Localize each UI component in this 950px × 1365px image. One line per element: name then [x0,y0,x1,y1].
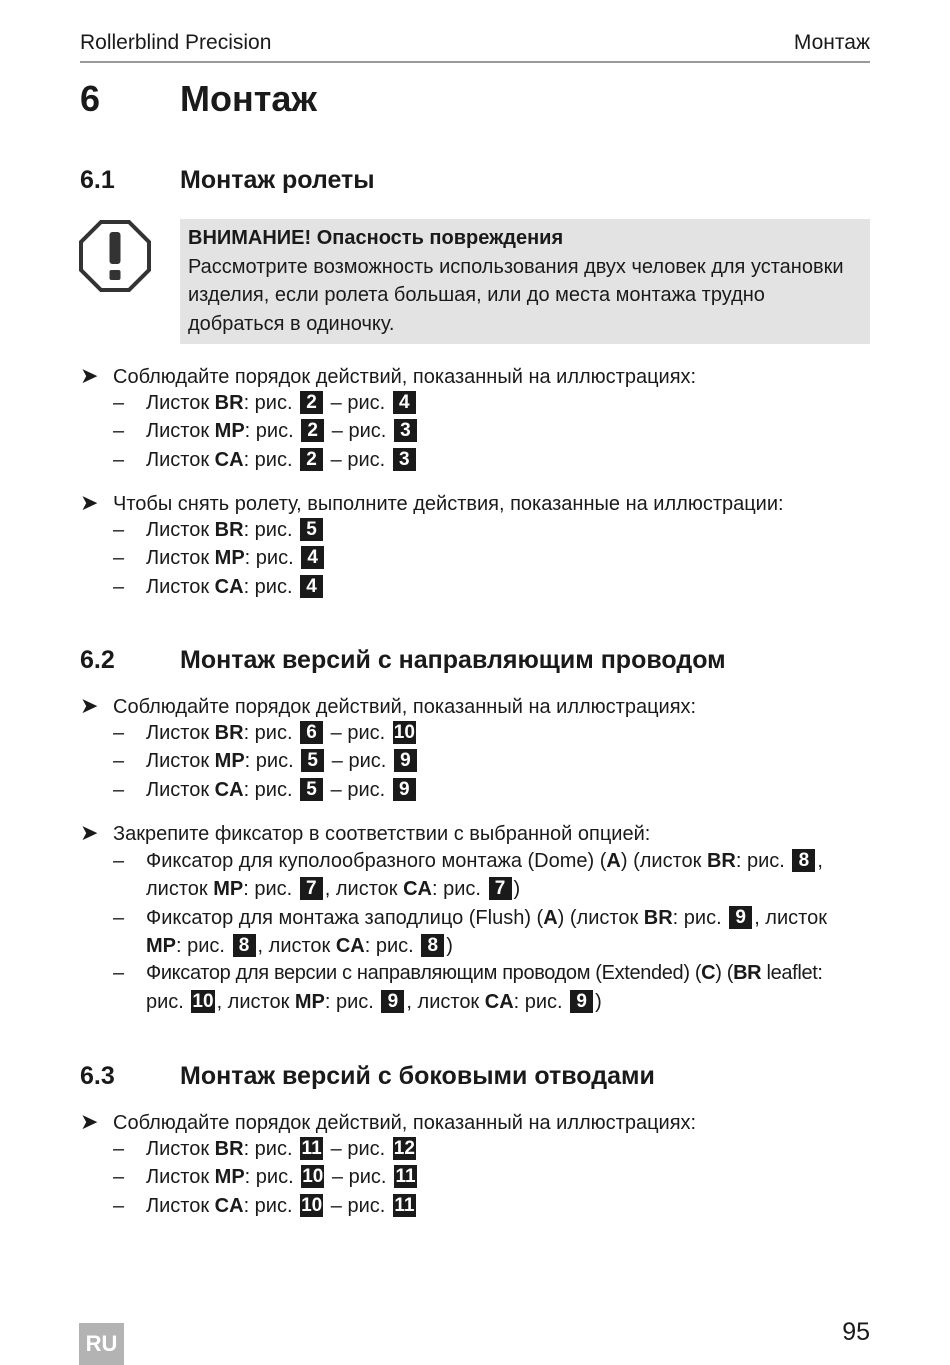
list-item [113,419,419,443]
item-label: Листок [146,420,215,442]
warning-line: Рассмотрите возможность использования двух человек для установки [188,255,844,278]
list-item [113,448,418,472]
leaflet-code: BR [214,392,244,414]
item-label: Листок [146,1166,215,1188]
warning-title: ВНИМАНИЕ! Опасность повреждения [188,227,564,249]
figure-badge: 2 [301,419,324,442]
figure-badge: 8 [233,934,256,957]
arrow-icon: ➤ [80,490,99,515]
instruction-install [80,1109,696,1135]
list-item [113,391,418,415]
item-text: – рис. [326,420,392,442]
warning-line: изделия, если ролета большая, или до места монтажа трудно [188,284,765,306]
instruction-text: Закрепите фиксатор в соответствии с выбранной опцией: [113,823,651,845]
item-text: leaflet [766,962,818,984]
item-label: Листок [146,547,215,569]
figure-badge: 5 [300,518,323,541]
item-text: Фиксатор для монтажа заподлицо (Flush) ( [146,907,544,929]
item-text: : рис. [735,850,791,872]
item-text: : рис. [244,420,300,442]
item-label: Листок [146,722,215,744]
item-text: – рис. [325,392,391,414]
figure-badge: 9 [729,906,752,929]
item-text: – рис. [325,779,391,801]
section-number-6-1: 6.1 [80,166,115,194]
list-item [113,749,419,773]
item-text: ) (листок [557,907,644,929]
section-title-6-3: Монтаж версий с боковыми отводами [180,1062,655,1090]
item-text: : рис. [431,878,487,900]
item-text: : рис. [243,878,298,900]
item-text: : рис. [243,722,299,744]
figure-badge: 5 [300,778,323,801]
page-header [80,31,870,63]
leaflet-code: CA [335,935,365,957]
list-item-dome: – Фиксатор для куполообразного монтажа (Dome) (A) (листок BR: рис. 8 , [113,850,823,872]
option-letter: A [606,850,621,872]
leaflet-code: CA [214,779,244,801]
leaflet-code: MP [214,1166,245,1188]
leaflet-code: MP [146,935,176,957]
dash: – [113,779,125,801]
item-text: ) [595,991,602,1013]
item-text: : рис. [243,1138,299,1160]
leaflet-code: BR [214,1138,244,1160]
item-text: – рис. [325,449,391,471]
list-item-dome-cont [146,877,520,901]
item-label: Листок [146,779,215,801]
item-label: Листок [146,1138,215,1160]
item-text: – рис. [326,1166,392,1188]
figure-badge: 2 [300,391,323,414]
instruction-text: Чтобы снять ролету, выполните действия, показанные на иллюстрации: [113,493,784,515]
item-label: Листок [146,449,215,471]
dash: – [113,722,125,744]
figure-badge: 3 [394,419,417,442]
item-text: : рис. [243,1195,299,1217]
figure-badge: 10 [301,1195,323,1216]
leaflet-code: CA [214,449,244,471]
section-title-6-2: Монтаж версий с направляющим проводом [180,646,726,674]
item-text: – рис. [325,1195,391,1217]
warning-box [180,219,870,344]
figure-badge: 8 [421,934,444,957]
option-letter: C [701,962,716,984]
figure-badge: 7 [489,877,512,900]
item-label: Листок [146,392,215,414]
list-item [113,518,325,542]
item-text: : рис. [364,935,420,957]
item-text: : рис. [672,907,728,929]
figure-badge: 11 [394,1195,415,1216]
leaflet-code: MP [214,420,245,442]
instruction-install [80,363,696,389]
leaflet-code: MP [294,991,325,1013]
item-text: – рис. [325,1138,391,1160]
page-number: 95 [842,1318,870,1346]
figure-badge: 10 [302,1166,324,1187]
dash: – [113,420,125,442]
figure-badge: 12 [393,1138,415,1159]
figure-badge: 4 [393,391,416,414]
item-label: Листок [146,576,215,598]
instruction-install [80,693,696,719]
figure-badge: 11 [395,1166,416,1187]
item-text: , листок [257,935,336,957]
figure-badge: 10 [192,991,214,1012]
list-item-flush-cont [146,934,453,958]
warning-octagon-icon [79,220,151,292]
figure-badge: 5 [301,749,324,772]
header-product-name: Rollerblind Precision [80,31,272,54]
item-text: , листок [406,991,485,1013]
item-label: Листок [146,1195,215,1217]
item-text: : рис. [244,1166,300,1188]
figure-badge: 6 [300,721,323,744]
section-title-6-1: Монтаж ролеты [180,166,375,194]
list-item [113,778,418,802]
dash: – [113,962,124,984]
item-text: : рис. [324,991,380,1013]
leaflet-code: MP [213,878,244,900]
figure-badge: 10 [393,722,415,743]
list-item-flush [113,906,827,930]
figure-badge: 9 [381,990,404,1013]
figure-badge: 9 [393,778,416,801]
list-item-extended: – Фиксатор для версии с направляющим проводом (Extended) (C) (BR leaflet: [113,962,823,984]
instruction-fixator [80,820,650,846]
figure-badge: 8 [792,849,815,872]
warning-line: добраться в одиночку. [188,312,395,335]
dash: – [113,576,125,598]
list-item [113,1137,418,1161]
item-text: : рис. [513,991,569,1013]
list-item [113,546,326,570]
item-text: : рис. [244,750,300,772]
item-text: листок [146,878,214,900]
instruction-text: Соблюдайте порядок действий, показанный на иллюстрациях: [113,696,697,718]
leaflet-code: BR [643,907,673,929]
section-number-6-3: 6.3 [80,1062,115,1090]
item-text: , листок [216,991,295,1013]
instruction-text: Соблюдайте порядок действий, показанный на иллюстрациях: [113,366,697,388]
dash: – [113,1138,125,1160]
dash: – [113,750,125,772]
figure-badge: 11 [301,1138,322,1159]
figure-badge: 9 [570,990,593,1013]
arrow-icon: ➤ [80,693,99,718]
item-text: – рис. [325,722,391,744]
dash: – [113,850,125,872]
dash: – [113,1195,125,1217]
item-text: ) [513,878,521,900]
list-item [113,1194,418,1218]
instruction-text: Соблюдайте порядок действий, показанный на иллюстрациях: [113,1112,697,1134]
item-text: : рис. [243,519,299,541]
item-text: : рис. [243,392,299,414]
figure-badge: 4 [301,546,324,569]
item-text: – рис. [326,750,392,772]
item-label: Листок [146,750,215,772]
figure-badge: 2 [300,448,323,471]
arrow-icon: ➤ [80,820,99,845]
language-badge: RU [79,1323,124,1365]
item-text: , листок [324,878,404,900]
item-text: : рис. [176,935,231,957]
list-item [113,721,418,745]
item-label: Листок [146,519,215,541]
leaflet-code: CA [484,991,514,1013]
list-item-extended-cont: рис. 10 , листок MP: рис. 9 , листок CA: рис. 9 ) [146,991,602,1013]
figure-badge: 4 [300,575,323,598]
chapter-title: Монтаж [180,78,317,119]
leaflet-code: CA [403,878,432,900]
option-letter: A [543,907,558,929]
arrow-icon: ➤ [80,1109,99,1134]
leaflet-code: BR [214,722,244,744]
dash: – [113,519,125,541]
dash: – [113,1166,125,1188]
item-text: : рис. [243,576,299,598]
section-number-6-2: 6.2 [80,646,115,674]
chapter-number: 6 [80,78,101,119]
leaflet-code: MP [214,547,245,569]
dash: – [113,392,125,414]
leaflet-code: BR [706,850,736,872]
item-text: Фиксатор для версии с направляющим проводом (Extended) ( [146,962,702,984]
item-text: Фиксатор для куполообразного монтажа (Dome) ( [146,850,607,872]
instruction-remove [80,490,784,516]
arrow-icon: ➤ [80,363,99,388]
item-text: : рис. [243,449,299,471]
leaflet-code: BR [733,962,762,984]
item-text: ) [446,935,453,957]
dash: – [113,449,125,471]
item-text: , листок [754,907,827,929]
list-item [113,575,325,599]
figure-badge: 7 [300,877,323,900]
list-item [113,1165,419,1189]
figure-badge: 9 [394,749,417,772]
figure-badge: 3 [393,448,416,471]
dash: – [113,547,125,569]
leaflet-code: BR [214,519,244,541]
leaflet-code: CA [214,1195,244,1217]
item-text: : рис. [244,547,300,569]
dash: – [113,907,125,929]
item-text: ) (листок [620,850,707,872]
item-text: : рис. [243,779,299,801]
leaflet-code: MP [214,750,245,772]
header-section-name: Монтаж [793,31,870,54]
leaflet-code: CA [214,576,244,598]
